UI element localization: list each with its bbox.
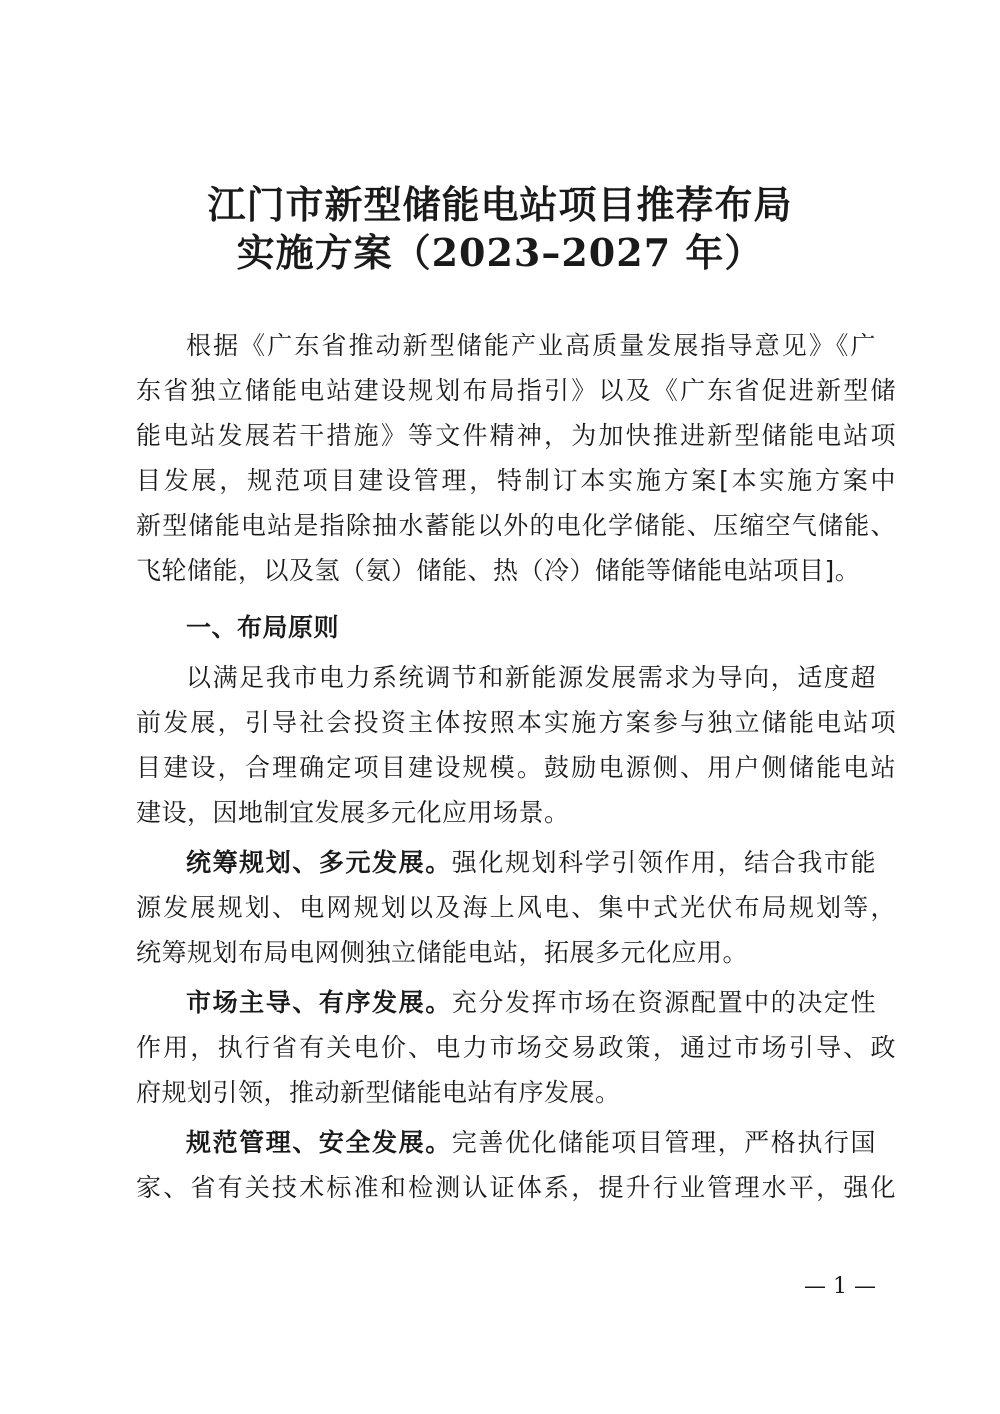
paragraph-text: 完善优化储能项目管理，严格执行国	[451, 1128, 876, 1157]
paragraph-line: 目发展，规范项目建设管理，特制订本实施方案[本实施方案中	[136, 466, 896, 495]
paragraph-line: 目建设，合理确定项目建设规模。鼓励电源侧、用户侧储能电站	[136, 753, 896, 782]
paragraph-line: 统筹规划布局电网侧独立储能电站，拓展多元化应用。	[136, 938, 749, 967]
paragraph-line	[186, 841, 876, 885]
section-heading: 一、布局原则	[186, 613, 340, 642]
page-number: — 1 —	[804, 1274, 876, 1299]
paragraph-line	[186, 981, 876, 1025]
paragraph-line: 飞轮储能，以及氢（氨）储能、热（冷）储能等储能电站项目]。	[136, 556, 861, 585]
bold-lead: 市场主导、有序发展。	[186, 988, 452, 1017]
paragraph-line: 能电站发展若干措施》等文件精神，为加快推进新型储能电站项	[136, 421, 896, 450]
paragraph-line: 根据《广东省推动新型储能产业高质量发展指导意见》《广	[186, 331, 876, 360]
document-title-line1: 江门市新型储能电站项目推荐布局	[207, 182, 793, 227]
paragraph-line: 东省独立储能电站建设规划布局指引》以及《广东省促进新型储	[136, 376, 896, 405]
document-title-line2: 实施方案（2023–2027 年）	[236, 230, 764, 275]
paragraph-line: 建设，因地制宜发展多元化应用场景。	[136, 798, 570, 827]
paragraph-line: 源发展规划、电网规划以及海上风电、集中式光伏布局规划等，	[136, 893, 896, 922]
paragraph-text: 强化规划科学引领作用，结合我市能	[451, 848, 876, 877]
paragraph-text: 充分发挥市场在资源配置中的决定性	[451, 988, 876, 1017]
paragraph-line: 新型储能电站是指除抽水蓄能以外的电化学储能、压缩空气储能、	[136, 511, 896, 540]
paragraph-line: 作用，执行省有关电价、电力市场交易政策，通过市场引导、政	[136, 1033, 896, 1062]
paragraph-line: 家、省有关技术标准和检测认证体系，提升行业管理水平，强化	[136, 1173, 896, 1202]
paragraph-line: 府规划引领，推动新型储能电站有序发展。	[136, 1078, 621, 1107]
paragraph-line: 前发展，引导社会投资主体按照本实施方案参与独立储能电站项	[136, 708, 896, 737]
paragraph-line: 以满足我市电力系统调节和新能源发展需求为导向，适度超	[186, 663, 876, 692]
paragraph-line	[186, 1121, 876, 1165]
bold-lead: 统筹规划、多元发展。	[186, 848, 452, 877]
bold-lead: 规范管理、安全发展。	[186, 1128, 452, 1157]
